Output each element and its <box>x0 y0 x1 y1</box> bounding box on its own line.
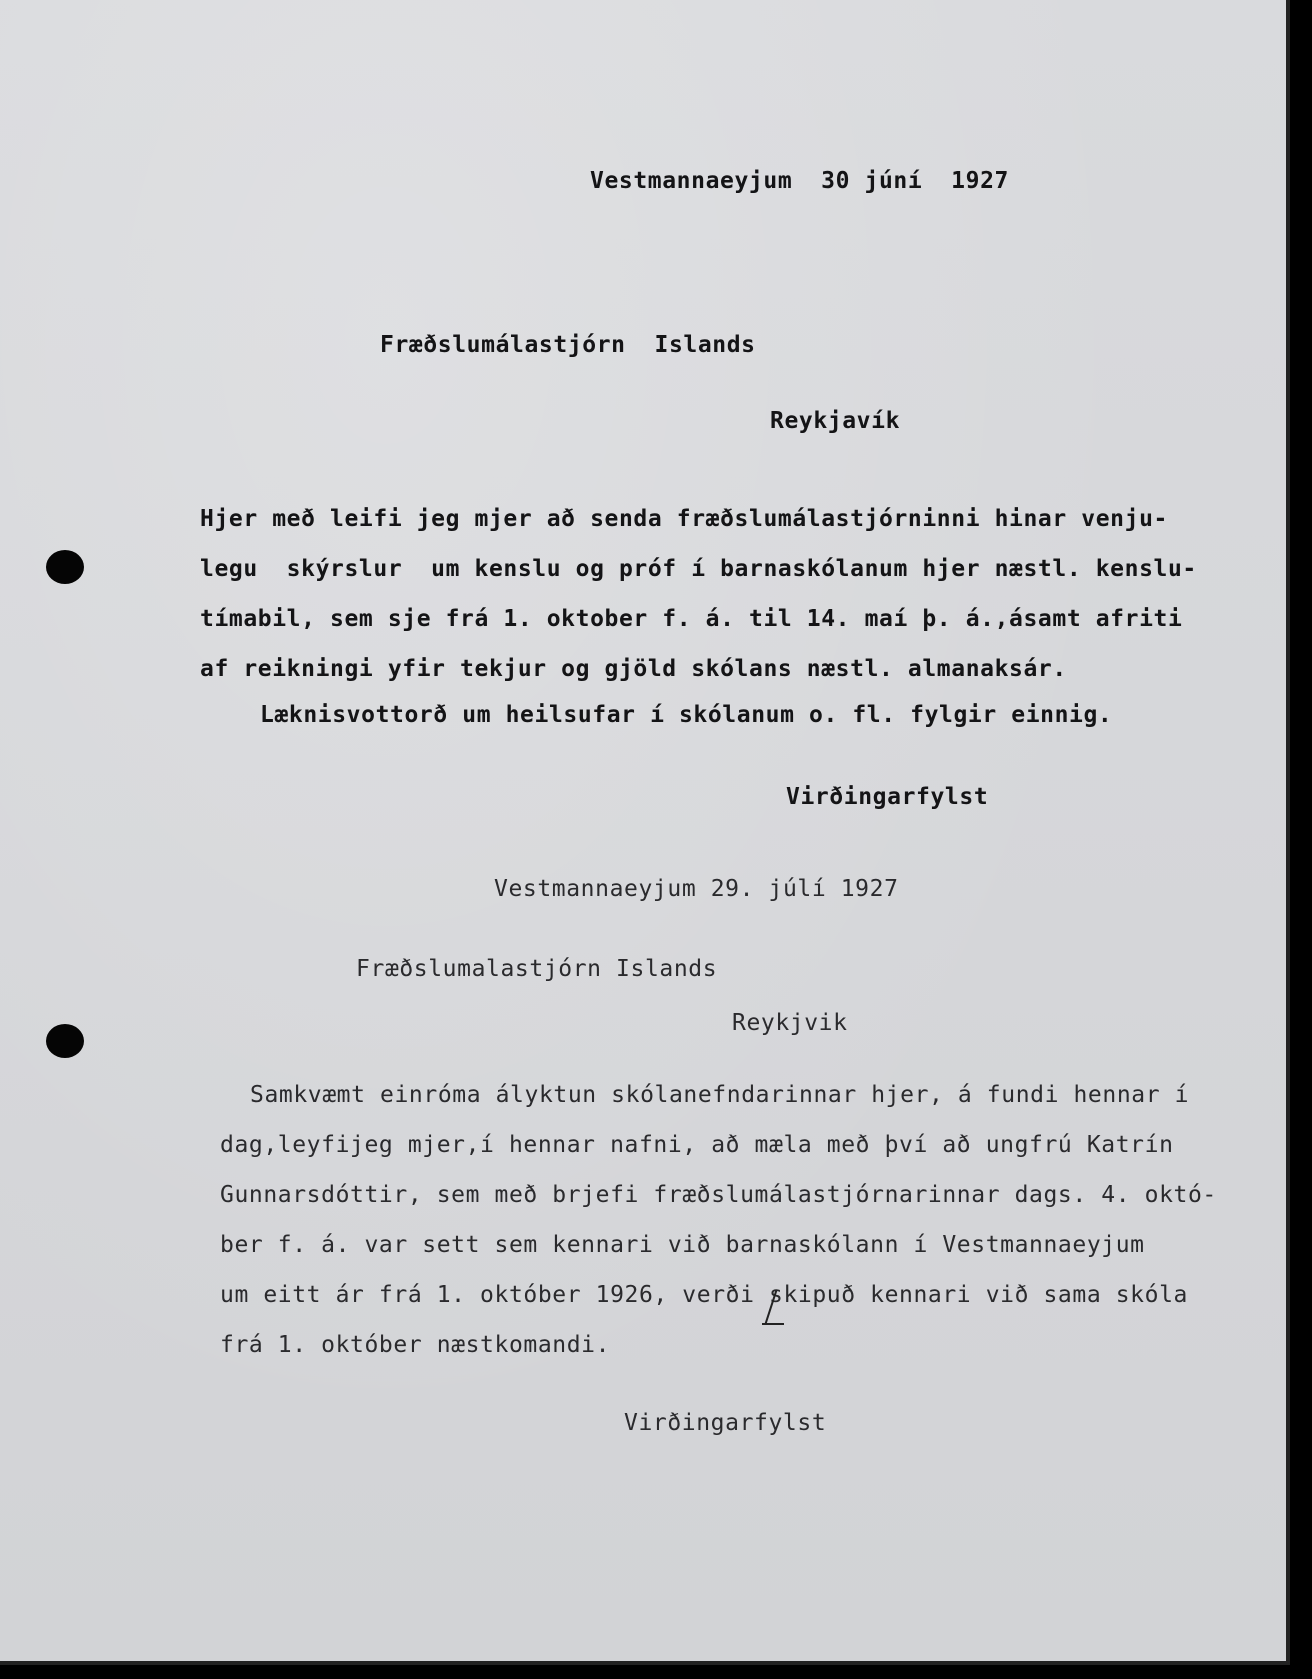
punch-hole-bottom <box>46 1024 84 1058</box>
letter-two-recipient: Fræðslumalastjórn Islands <box>356 956 718 982</box>
letter-two-body-line: Gunnarsdóttir, sem með brjefi fræðslumálastjórnarinnar dags. 4. októ- <box>220 1182 1217 1208</box>
letter-two-closing: Virðingarfylst <box>624 1410 827 1436</box>
punch-hole-top <box>46 550 84 584</box>
letter-one-body-line: Læknisvottorð um heilsufar í skólanum o. fl. fylgir einnig. <box>260 702 1113 728</box>
letter-one-closing: Virðingarfylst <box>786 784 989 810</box>
letter-one-city: Reykjavík <box>770 408 901 434</box>
letter-one-body-line: legu skýrslur um kenslu og próf í barnaskólanum hjer næstl. kenslu- <box>200 556 1197 582</box>
letter-one-date: Vestmannaeyjum 30 júní 1927 <box>590 168 1009 194</box>
letter-one-body-line: Hjer með leifi jeg mjer að senda fræðslumálastjórninni hinar venju- <box>200 506 1168 532</box>
letter-two-body-line: dag,leyfijeg mjer,í hennar nafni, að mæla með því að ungfrú Katrín <box>220 1132 1174 1158</box>
letter-two-body-line: Samkvæmt einróma ályktun skólanefndarinnar hjer, á fundi hennar í <box>250 1082 1190 1108</box>
letter-one-body-line: tímabil, sem sje frá 1. oktober f. á. til 14. maí þ. á.,ásamt afriti <box>200 606 1183 632</box>
letter-one-body-line: af reikningi yfir tekjur og gjöld skólans næstl. almanaksár. <box>200 656 1067 682</box>
letter-two-body-line: frá 1. október næstkomandi. <box>220 1332 611 1358</box>
letter-one-recipient: Fræðslumálastjórn Islands <box>380 332 756 358</box>
letter-two-body-line: um eitt ár frá 1. október 1926, verði skipuð kennari við sama skóla <box>220 1282 1188 1308</box>
letter-two-date: Vestmannaeyjum 29. júlí 1927 <box>494 876 899 902</box>
letter-two-city: Reykjvik <box>732 1010 848 1036</box>
handwritten-correction-underline <box>762 1323 784 1325</box>
letter-two-body-line: ber f. á. var sett sem kennari við barnaskólann í Vestmannaeyjum <box>220 1232 1145 1258</box>
